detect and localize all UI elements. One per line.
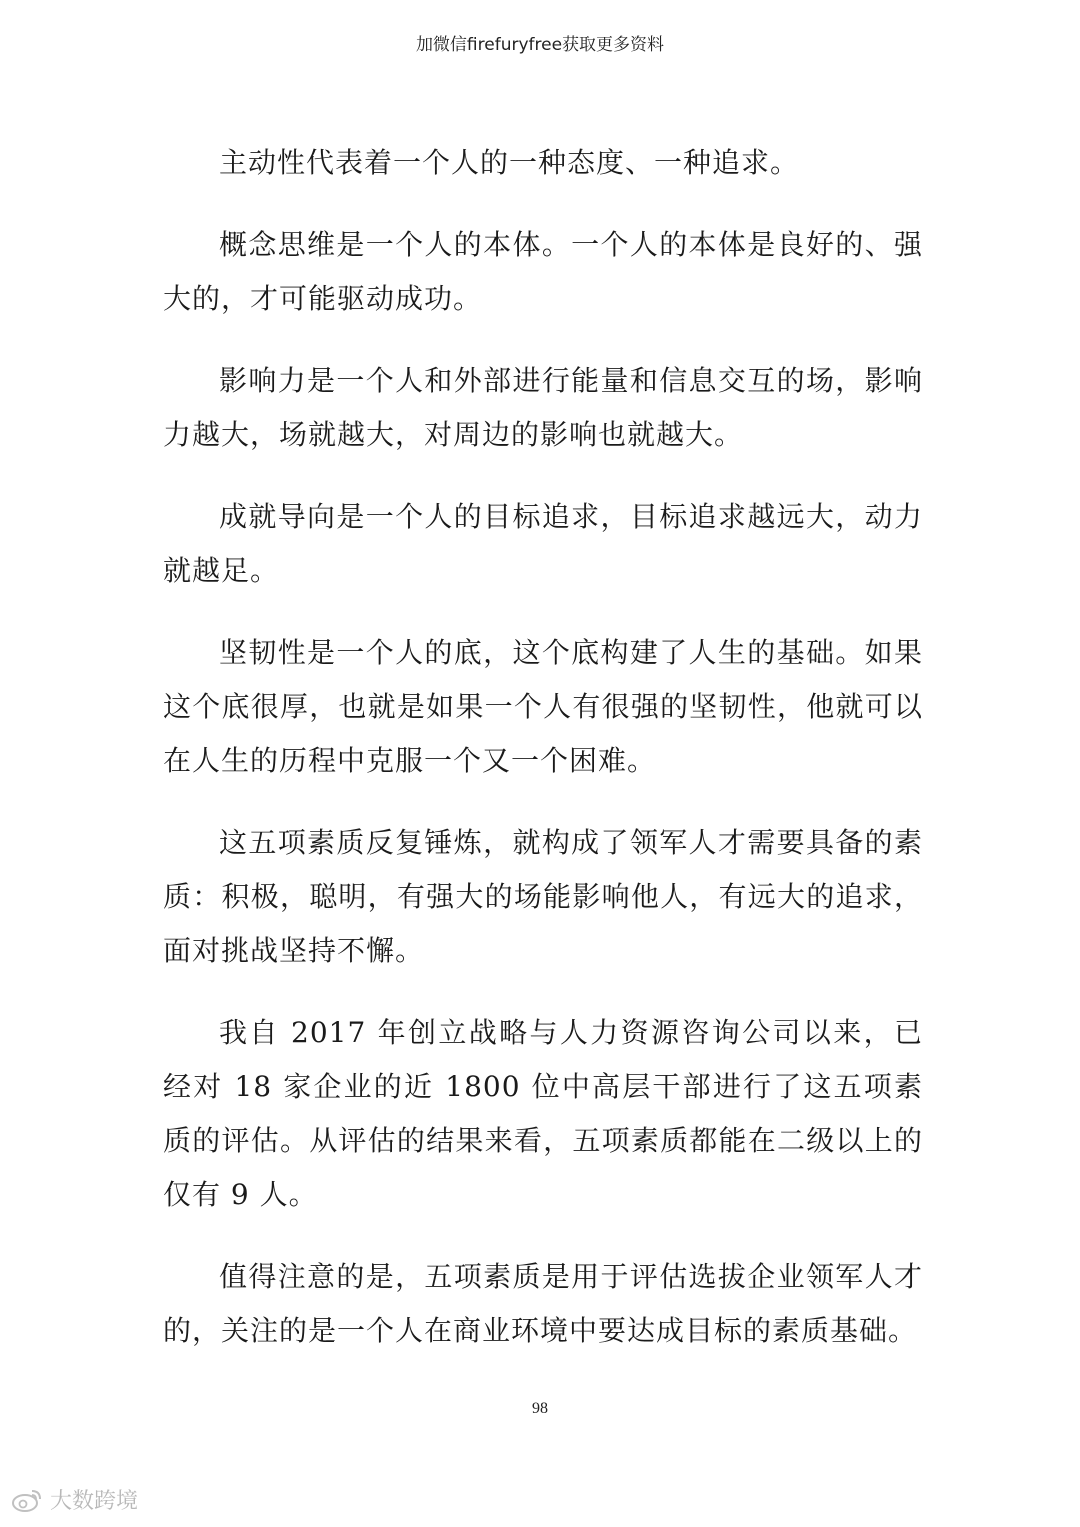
document-body — [163, 136, 923, 1386]
watermark-text: 大数跨境 — [50, 1489, 139, 1514]
paragraph: 影响力是一个人和外部进行能量和信息交互的场，影响力越大，场就越大，对周边的影响也就越大。 — [163, 364, 923, 451]
weibo-logo-icon — [10, 1486, 44, 1514]
paragraph: 我自 2017 年创立战略与人力资源咨询公司以来，已经对 18 家企业的近 1800 位中高层干部进行了这五项素质的评估。从评估的结果来看，五项素质都能在二级以上的仅有 9 人。 — [163, 1016, 923, 1211]
watermark — [10, 1484, 138, 1515]
paragraph: 主动性代表着一个人的一种态度、一种追求。 — [219, 146, 800, 179]
paragraph: 值得注意的是，五项素质是用于评估选拔企业领军人才的，关注的是一个人在商业环境中要达成目标的素质基础。 — [163, 1260, 923, 1347]
page-number: 98 — [532, 1400, 548, 1417]
paragraph: 成就导向是一个人的目标追求，目标追求越远大，动力就越足。 — [163, 500, 923, 587]
paragraph: 坚韧性是一个人的底，这个底构建了人生的基础。如果这个底很厚，也就是如果一个人有很强的坚韧性，他就可以在人生的历程中克服一个又一个困难。 — [163, 636, 923, 777]
paragraph: 概念思维是一个人的本体。一个人的本体是良好的、强大的，才可能驱动成功。 — [163, 228, 923, 315]
paragraph: 这五项素质反复锤炼，就构成了领军人才需要具备的素质：积极，聪明，有强大的场能影响他人，有远大的追求，面对挑战坚持不懈。 — [163, 826, 923, 967]
page-header: 加微信firefuryfree获取更多资料 — [415, 35, 665, 55]
